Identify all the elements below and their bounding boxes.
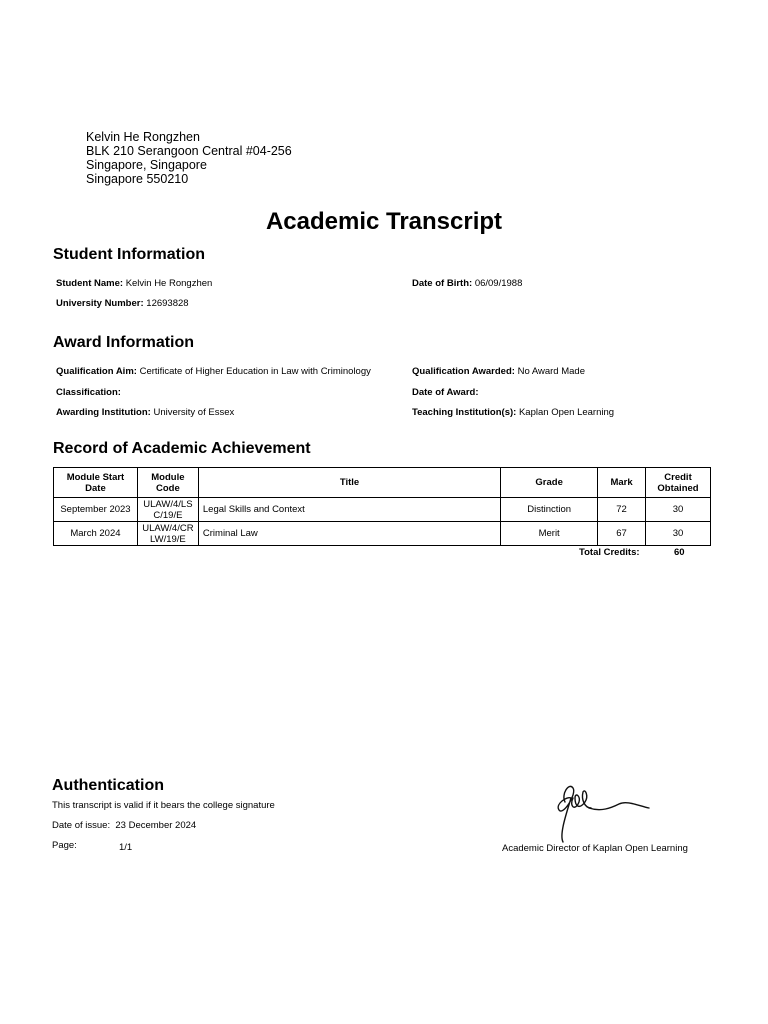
field-label: Student Name:	[56, 278, 124, 289]
cell-mark: 67	[598, 522, 646, 546]
issue-label: Date of issue:	[52, 820, 111, 831]
student-name-field	[56, 278, 212, 289]
field-label: Teaching Institution(s):	[412, 407, 517, 418]
column-header-mark: Mark	[598, 468, 646, 498]
field-label: Date of Award:	[412, 387, 479, 398]
cell-mark: 72	[598, 498, 646, 522]
cell-credit: 30	[646, 522, 711, 546]
field-value: No Award Made	[517, 366, 585, 377]
field-value: University of Essex	[153, 407, 235, 418]
field-value: 12693828	[146, 298, 189, 309]
field-label: University Number:	[56, 298, 144, 309]
address-line: BLK 210 Serangoon Central #04-256	[86, 144, 292, 158]
address-line: Singapore, Singapore	[86, 158, 207, 172]
column-header-grade: Grade	[501, 468, 598, 498]
field-label: Date of Birth:	[412, 278, 473, 289]
cell-start-date: March 2024	[54, 522, 138, 546]
student-info-heading: Student Information	[53, 246, 205, 263]
cell-start-date: September 2023	[54, 498, 138, 522]
date-of-issue	[52, 820, 196, 831]
table-row	[54, 498, 711, 522]
signatory-title: Academic Director of Kaplan Open Learning	[502, 843, 688, 854]
cell-credit: 30	[646, 498, 711, 522]
table-header-row	[54, 468, 711, 498]
field-value: Kelvin He Rongzhen	[125, 278, 213, 289]
classification-field	[56, 387, 121, 398]
address-line: Singapore 550210	[86, 172, 189, 186]
total-credits-label: Total Credits:	[579, 547, 640, 558]
validity-statement: This transcript is valid if it bears the college signature	[52, 800, 275, 811]
field-label: Qualification Aim:	[56, 366, 137, 377]
award-info-heading: Award Information	[53, 334, 195, 351]
page-number: 1/1	[119, 842, 133, 853]
column-header-module-code: Module Code	[137, 468, 198, 498]
field-label: Awarding Institution:	[56, 407, 151, 418]
table-row	[54, 522, 711, 546]
field-value: 06/09/1988	[474, 278, 523, 289]
field-label: Qualification Awarded:	[412, 366, 515, 377]
issue-value: 23 December 2024	[115, 820, 197, 831]
date-of-award-field	[412, 387, 479, 398]
field-value: Kaplan Open Learning	[518, 407, 615, 418]
cell-module-code: ULAW/4/LS C/19/E	[137, 498, 198, 522]
cell-grade: Merit	[501, 522, 598, 546]
document-title: Academic Transcript	[265, 208, 503, 235]
achievement-table	[53, 467, 711, 546]
university-number-field	[56, 298, 189, 309]
authentication-heading: Authentication	[52, 777, 164, 794]
qualification-aim-field	[56, 366, 371, 377]
field-value: Certificate of Higher Education in Law with Criminology	[139, 366, 371, 377]
cell-grade: Distinction	[501, 498, 598, 522]
cell-module-code: ULAW/4/CR LW/19/E	[137, 522, 198, 546]
column-header-title: Title	[198, 468, 500, 498]
column-header-credit: Credit Obtained	[646, 468, 711, 498]
recipient-address	[86, 130, 292, 186]
cell-title: Legal Skills and Context	[198, 498, 500, 522]
record-heading: Record of Academic Achievement	[53, 440, 311, 457]
page-label: Page:	[52, 840, 77, 851]
dob-field	[412, 278, 522, 289]
address-line: Kelvin He Rongzhen	[86, 130, 200, 144]
column-header-start-date: Module Start Date	[54, 468, 138, 498]
field-label: Classification:	[56, 387, 121, 398]
qualification-awarded-field	[412, 366, 585, 377]
total-credits-value: 60	[674, 547, 685, 558]
teaching-institution-field	[412, 407, 614, 418]
awarding-institution-field	[56, 407, 234, 418]
signature-image	[545, 772, 655, 844]
cell-title: Criminal Law	[198, 522, 500, 546]
